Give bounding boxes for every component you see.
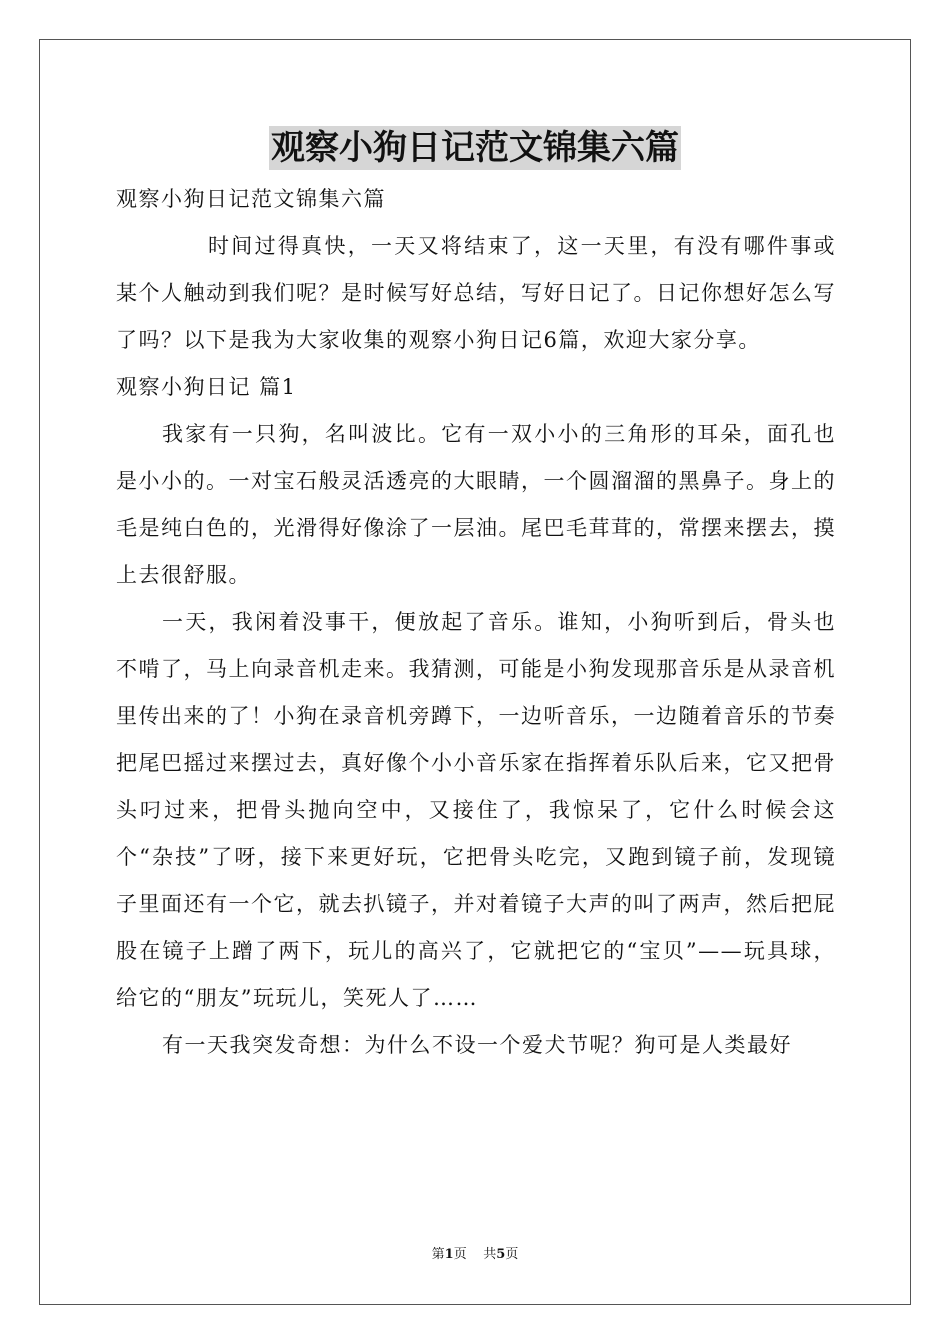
document-title: 观察小狗日记范文锦集六篇 [271,128,679,168]
intro-paragraph: 时间过得真快，一天又将结束了，这一天里，有没有哪件事或某个人触动到我们呢？是时候写好总结，写好日记了。日记你想好怎么写了吗？以下是我为大家收集的观察小狗日记6篇，欢迎大家分享。 [116,234,836,352]
page-number: 1 [444,1247,454,1262]
page-suffix: 页 [453,1247,467,1262]
document-body [116,176,836,1069]
section-heading: 观察小狗日记 篇1 [116,375,297,399]
title-container [0,126,950,170]
body-paragraph: 有一天我突发奇想：为什么不设一个爱犬节呢？狗可是人类最好 [162,1033,792,1057]
page-footer [0,1246,950,1264]
total-pages: 5 [496,1247,506,1262]
body-paragraph: 一天，我闲着没事干，便放起了音乐。谁知，小狗听到后，骨头也不啃了，马上向录音机走来。我猜测，可能是小狗发现那音乐是从录音机里传出来的了！小狗在录音机旁蹲下，一边听音乐，一边随着音乐的节奏把尾巴摇过来摆过去，真好像个小小音乐家在指挥着乐队后来，它又把骨头叼过来，把骨头抛向空中，又接住了，我惊呆了，它什么时候会这个“杂技”了呀，接下来更好玩，它把骨头吃完，又跑到镜子前，发现镜子里面还有一个它，就去扒镜子，并对着镜子大声的叫了两声，然后把屁股在镜子上蹭了两下，玩儿的高兴了，它就把它的“宝贝”——玩具球，给它的“朋友”玩玩儿，笑死人了…… [116,610,836,1010]
total-prefix: 共 [483,1247,497,1262]
body-paragraph: 我家有一只狗，名叫波比。它有一双小小的三角形的耳朵，面孔也是小小的。一对宝石般灵活透亮的大眼睛，一个圆溜溜的黑鼻子。身上的毛是纯白色的，光滑得好像涂了一层油。尾巴毛茸茸的，常摆来摆去，摸上去很舒服。 [116,422,836,587]
page-prefix: 第 [431,1247,445,1262]
document-subtitle: 观察小狗日记范文锦集六篇 [116,187,386,211]
total-suffix: 页 [505,1247,519,1262]
